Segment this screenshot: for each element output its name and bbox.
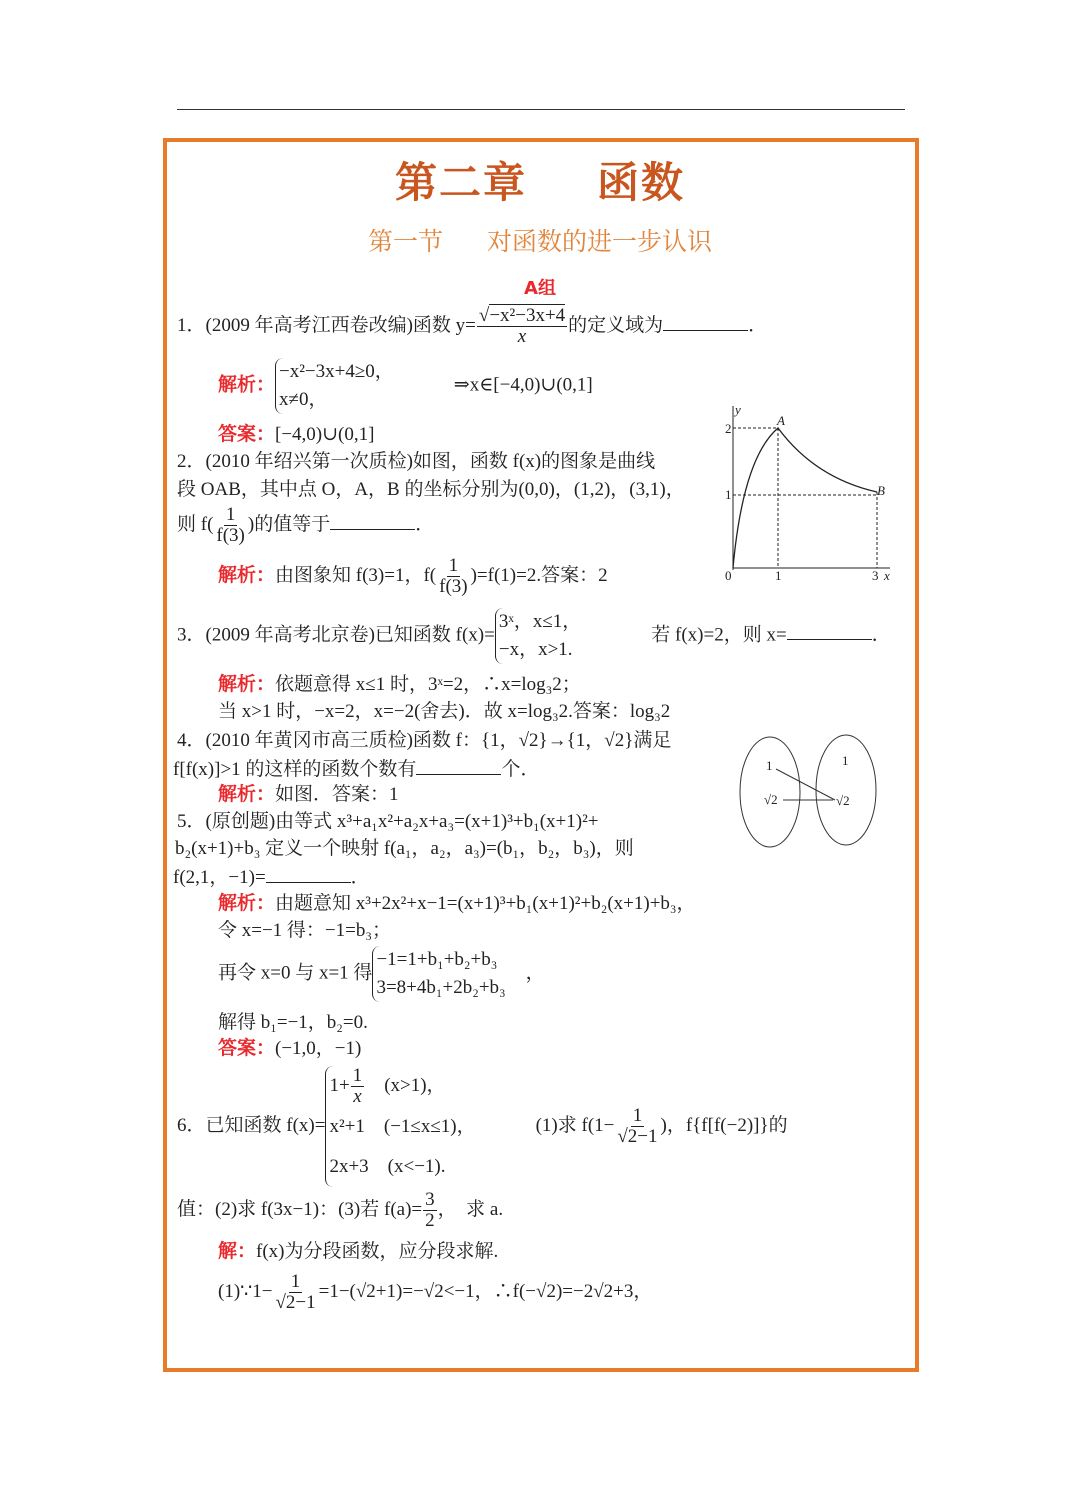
- q6-c1a: 1+: [329, 1075, 350, 1096]
- q1-den: x: [517, 326, 527, 347]
- q1-tail: 的定义域为: [568, 314, 664, 336]
- domain-1: 1: [766, 758, 773, 773]
- arrow-1-to-sqrt2: [776, 769, 835, 800]
- q1-fraction: $\frac{\text{√−x²−3x+4}}{x}$: [478, 305, 566, 347]
- q4-l2b: 个．: [501, 759, 540, 780]
- q6-c1-frac: [351, 1066, 365, 1107]
- q5-sol-1: 由题意知 x³+2x²+x−1=(x+1)³+b₁(x+1)²+b₂(x+1)+b₃，: [275, 893, 696, 914]
- q6-text: 6．已知函数 f(x)=: [177, 1114, 326, 1136]
- solution-label: 解析：: [218, 564, 276, 586]
- label-y: y: [735, 402, 741, 417]
- tick-y1: 1: [725, 487, 732, 502]
- q2-num: 1: [225, 504, 236, 525]
- q6-l2-num: 3: [425, 1189, 435, 1210]
- q6-s1-den: √2−1: [275, 1292, 316, 1313]
- q2-line2: 段 OAB，其中点 O，A，B 的坐标分别为(0,0)，(1,2)，(3,1)，: [177, 479, 685, 500]
- q5-solution-4: 解得 b₁=−1，b₂=0.: [218, 1012, 368, 1033]
- q6-sol: f(x)为分段函数，应分段求解.: [256, 1241, 499, 1262]
- q5-eq-2: 3=8+4b₁+2b₂+b₃: [376, 977, 506, 998]
- q2-solution: [218, 556, 608, 597]
- group-label: A组: [524, 278, 556, 299]
- q6-p1a: (1)求 f(1−: [535, 1114, 615, 1136]
- q3-text: 3．(2009 年高考北京卷)已知函数 f(x)=: [177, 624, 495, 646]
- q2-l3a: 则 f(: [177, 513, 214, 535]
- codomain-sqrt2: √2: [836, 793, 850, 808]
- q2-fraction: [214, 505, 246, 546]
- q6-l2-den: 2: [425, 1210, 435, 1231]
- section-name: 对函数的进一步认识: [487, 227, 713, 256]
- q6-p1-num: 1: [632, 1105, 643, 1127]
- q2-blank: [330, 511, 415, 530]
- q2-line1: 2．(2010 年绍兴第一次质检)如图，函数 f(x)的图象是曲线: [177, 451, 656, 472]
- domain-sqrt2: √2: [764, 792, 778, 807]
- q6-s1a: (1)∵1−: [218, 1280, 273, 1302]
- solution-label: 解析：: [218, 374, 276, 396]
- q1-num: −x²−3x+4: [489, 305, 566, 326]
- q5-l3: f(2,1，−1)=: [173, 867, 266, 888]
- codomain-ellipse: [816, 735, 876, 845]
- q5-system: [372, 946, 505, 1002]
- section-number: 第一节: [367, 227, 443, 256]
- label-o: 0: [725, 568, 732, 583]
- q6-l2a: 值：(2)求 f(3x−1)：(3)若 f(a)=: [177, 1198, 423, 1220]
- q1-line: [177, 306, 767, 347]
- q4-sol: 如图．答案：1: [275, 784, 399, 805]
- answer-label: 答案：: [218, 424, 276, 445]
- q5-end: ．: [350, 867, 370, 888]
- q1-system: [275, 358, 394, 414]
- label-x: x: [884, 568, 890, 583]
- q5-answer: [218, 1037, 361, 1061]
- q5-solution-3: [218, 946, 545, 1002]
- q2-sol-num: 1: [448, 555, 459, 576]
- mapping-diagram: [735, 732, 885, 852]
- q2-end: ．: [415, 513, 435, 535]
- header-rule: [177, 109, 905, 110]
- q6-line2: [177, 1190, 503, 1231]
- q6-l2-frac: [423, 1190, 437, 1231]
- solution-label: 解：: [218, 1241, 257, 1262]
- q1-sys-2: x≠0，: [279, 389, 328, 410]
- q1-blank: [663, 312, 748, 331]
- q5-sol-3-end: ，: [525, 962, 545, 984]
- q1-text: 1．(2009 年高考江西卷改编)函数 y=: [177, 314, 476, 336]
- q2-line3: [177, 505, 434, 546]
- q6-l2b: ， 求 a.: [437, 1198, 504, 1220]
- solution-label: 解析：: [218, 674, 276, 695]
- q6-s1b: =1−(√2+1)=−√2<−1，∴f(−√2)=−2√2+3，: [318, 1280, 653, 1302]
- q1-end: ．: [748, 314, 768, 336]
- solution-label: 解析：: [218, 893, 276, 914]
- q5-line3: [173, 864, 370, 890]
- q4-line2: [173, 756, 539, 782]
- q6-s1-num: 1: [290, 1271, 301, 1292]
- q1-answer-value: [−4,0)∪(0,1]: [275, 424, 375, 445]
- q6-p1-den: √2−1: [617, 1126, 658, 1148]
- q3-end: ．: [871, 624, 891, 646]
- q4-line1: 4．(2010 年黄冈市高三质检)函数 f：{1，√2}→{1，√2}满足: [177, 730, 672, 751]
- tick-y2: 2: [725, 421, 732, 436]
- q6-p1b: )，f{f[f(−2)]}的: [660, 1114, 788, 1136]
- q2-sol-b: )=f(1)=2.答案：2: [470, 564, 608, 586]
- chapter-number: 第二章: [394, 158, 527, 207]
- curve-oab: [733, 428, 877, 568]
- q6-case-3: 2x+3 (x<−1).: [329, 1156, 446, 1178]
- tick-x3: 3: [872, 568, 879, 583]
- label-a: A: [777, 413, 785, 428]
- q3-solution-1: [218, 673, 581, 697]
- q2-sol-a: 由图象知 f(3)=1，f(: [275, 564, 437, 586]
- q6-case-2: x²+1 (−1≤x≤1)，: [329, 1116, 476, 1138]
- function-graph: [715, 398, 900, 588]
- q1-sys-1: −x²−3x+4≥0，: [279, 361, 394, 382]
- q5-answer-value: (−1,0，−1): [275, 1038, 362, 1059]
- q5-line2: b₂(x+1)+b₃ 定义一个映射 f(a₁，a₂，a₃)=(b₁，b₂，b₃)，则: [175, 838, 634, 859]
- q1-solution: [218, 358, 593, 414]
- label-b: B: [877, 483, 885, 498]
- q6-line1: [177, 1066, 788, 1187]
- q5-eq-1: −1=1+b₁+b₂+b₃: [376, 949, 498, 970]
- q4-solution: [218, 783, 399, 807]
- codomain-1: 1: [842, 753, 849, 768]
- q4-blank: [416, 756, 501, 775]
- q5-sol-3: 再令 x=0 与 x=1 得: [218, 962, 373, 984]
- q6-c1-den: x: [353, 1086, 362, 1108]
- q6-solution-1: [218, 1272, 652, 1313]
- q3-system: [495, 608, 581, 664]
- q5-solution-1: [218, 892, 696, 916]
- q1-result: ⇒x∈[−4,0)∪(0,1]: [453, 374, 593, 396]
- q6-s1-frac: [273, 1272, 317, 1313]
- q3-line: [177, 608, 891, 664]
- q6-c1b: (x>1)，: [384, 1075, 446, 1096]
- chapter-name: 函数: [597, 158, 686, 207]
- answer-label: 答案：: [218, 1038, 276, 1059]
- q3-solution-2: 当 x>1 时，−x=2，x=−2(舍去)．故 x=log₃2.答案：log₃2: [218, 701, 671, 722]
- q5-line1: 5．(原创题)由等式 x³+a₁x²+a₂x+a₃=(x+1)³+b₁(x+1)²+: [177, 811, 599, 832]
- q4-l2a: f[f(x)]>1 的这样的函数个数有: [173, 759, 417, 780]
- q5-blank: [266, 864, 351, 883]
- q3-case-1: 3ˣ，x≤1，: [498, 611, 582, 632]
- q2-den: f(3): [216, 525, 245, 546]
- q3-case-2: −x，x>1.: [498, 639, 573, 660]
- q6-case-1: [329, 1066, 475, 1107]
- q1-answer: [218, 423, 374, 447]
- q3-tail: 若 f(x)=2，则 x=: [651, 624, 787, 646]
- q6-solution: [218, 1240, 498, 1264]
- tick-x1: 1: [775, 568, 782, 583]
- q2-l3b: )的值等于: [247, 513, 331, 535]
- chapter-title: [0, 150, 1080, 210]
- q2-sol-den: f(3): [439, 576, 468, 597]
- q3-blank: [787, 621, 872, 640]
- section-title: [0, 222, 1080, 258]
- q5-solution-2: 令 x=−1 得：−1=b₃；: [218, 920, 391, 941]
- q6-c1-num: 1: [352, 1065, 363, 1087]
- q2-sol-fraction: [437, 556, 469, 597]
- solution-label: 解析：: [218, 784, 276, 805]
- q6-p1-frac: [615, 1106, 659, 1147]
- q3-sol-1: 依题意得 x≤1 时，3ˣ=2，∴x=log₃2；: [275, 674, 581, 695]
- q6-system: [325, 1066, 475, 1187]
